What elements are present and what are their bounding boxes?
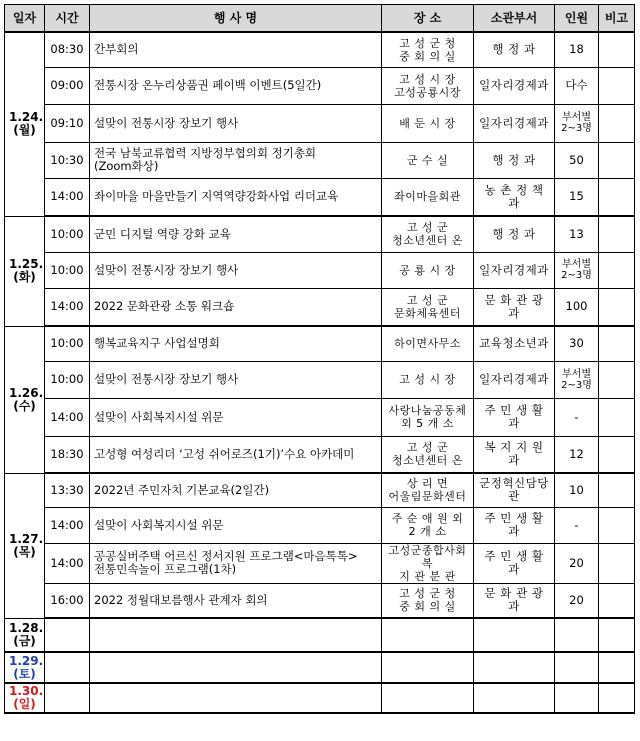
time-cell: 14:00 — [45, 398, 90, 436]
note-cell — [599, 618, 635, 652]
table-row — [5, 652, 635, 683]
table-row — [5, 583, 635, 618]
time-cell: 09:00 — [45, 67, 90, 104]
time-cell: 16:00 — [45, 583, 90, 618]
header-date: 일자 — [5, 5, 45, 33]
note-cell — [599, 142, 635, 178]
place-cell: 고 성 군 청 중 회 의 실 — [382, 583, 474, 618]
note-cell — [599, 288, 635, 326]
place-cell: 사랑나눔공동체 외 5 개 소 — [382, 398, 474, 436]
count-cell: 10 — [555, 473, 599, 507]
count-cell — [555, 683, 599, 713]
event-cell: 2022년 주민자치 기본교육(2일간) — [90, 473, 382, 507]
time-cell: 18:30 — [45, 436, 90, 473]
dept-cell: 일자리경제과 — [474, 104, 555, 142]
table-row — [5, 32, 635, 67]
place-cell: 공 룡 시 장 — [382, 252, 474, 288]
header-note: 비고 — [599, 5, 635, 33]
time-cell: 10:00 — [45, 216, 90, 252]
place-cell — [382, 652, 474, 683]
count-cell: 18 — [555, 32, 599, 67]
time-cell — [45, 618, 90, 652]
dept-cell: 행 정 과 — [474, 32, 555, 67]
date-cell: 1.30. (일) — [5, 683, 45, 713]
place-cell: 고 성 시 장 — [382, 361, 474, 398]
note-cell — [599, 326, 635, 361]
header-dept: 소관부서 — [474, 5, 555, 33]
event-cell: 설맞이 전통시장 장보기 행사 — [90, 361, 382, 398]
event-cell: 설맞이 전통시장 장보기 행사 — [90, 104, 382, 142]
dept-cell: 복 지 지 원 과 — [474, 436, 555, 473]
table-row — [5, 326, 635, 361]
note-cell — [599, 683, 635, 713]
schedule-table — [4, 4, 635, 714]
note-cell — [599, 32, 635, 67]
table-row — [5, 683, 635, 713]
note-cell — [599, 104, 635, 142]
dept-cell: 군정혁신담당관 — [474, 473, 555, 507]
count-cell: 20 — [555, 583, 599, 618]
note-cell — [599, 252, 635, 288]
note-cell — [599, 67, 635, 104]
table-header — [5, 5, 635, 33]
note-cell — [599, 507, 635, 543]
dept-cell: 주 민 생 활 과 — [474, 507, 555, 543]
dept-cell: 문 화 관 광 과 — [474, 288, 555, 326]
table-row — [5, 288, 635, 326]
event-cell: 2022 정월대보름행사 관계자 회의 — [90, 583, 382, 618]
event-cell: 공공실버주택 어르신 정서지원 프로그램<마음톡톡> 전통민속놀이 프로그램(1차) — [90, 543, 382, 583]
table-row — [5, 252, 635, 288]
table-row — [5, 142, 635, 178]
count-cell: 부서별 2~3명 — [555, 252, 599, 288]
time-cell: 08:30 — [45, 32, 90, 67]
event-cell: 행복교육지구 사업설명회 — [90, 326, 382, 361]
place-cell — [382, 618, 474, 652]
table-row — [5, 618, 635, 652]
time-cell: 14:00 — [45, 507, 90, 543]
table-row — [5, 361, 635, 398]
count-cell: 부서별 2~3명 — [555, 361, 599, 398]
count-cell — [555, 652, 599, 683]
dept-cell: 농 촌 정 책 과 — [474, 178, 555, 216]
header-count: 인원 — [555, 5, 599, 33]
dept-cell: 주 민 생 활 과 — [474, 543, 555, 583]
count-cell: 12 — [555, 436, 599, 473]
table-row — [5, 507, 635, 543]
note-cell — [599, 361, 635, 398]
event-cell: 군민 디지털 역량 강화 교육 — [90, 216, 382, 252]
date-cell: 1.25. (화) — [5, 216, 45, 326]
date-cell: 1.28. (금) — [5, 618, 45, 652]
place-cell: 배 둔 시 장 — [382, 104, 474, 142]
dept-cell — [474, 683, 555, 713]
event-cell: 고성형 여성리더 ‘고성 쉬어로즈(1기)’수요 아카데미 — [90, 436, 382, 473]
date-cell: 1.29. (토) — [5, 652, 45, 683]
count-cell: 30 — [555, 326, 599, 361]
table-row — [5, 216, 635, 252]
count-cell: - — [555, 398, 599, 436]
dept-cell — [474, 652, 555, 683]
place-cell — [382, 683, 474, 713]
place-cell: 주 순 애 원 외 2 개 소 — [382, 507, 474, 543]
place-cell: 고 성 시 장 고성공룡시장 — [382, 67, 474, 104]
dept-cell: 일자리경제과 — [474, 252, 555, 288]
count-cell: 20 — [555, 543, 599, 583]
event-cell: 전통시장 온누리상품권 페이백 이벤트(5일간) — [90, 67, 382, 104]
date-cell: 1.27. (목) — [5, 473, 45, 618]
note-cell — [599, 543, 635, 583]
note-cell — [599, 583, 635, 618]
event-cell: 설맞이 사회복지시설 위문 — [90, 398, 382, 436]
table-row — [5, 178, 635, 216]
table-row — [5, 543, 635, 583]
count-cell: 50 — [555, 142, 599, 178]
place-cell: 좌이마을회관 — [382, 178, 474, 216]
count-cell: 13 — [555, 216, 599, 252]
header-place: 장 소 — [382, 5, 474, 33]
dept-cell: 주 민 생 활 과 — [474, 398, 555, 436]
table-row — [5, 473, 635, 507]
table-row — [5, 398, 635, 436]
note-cell — [599, 473, 635, 507]
dept-cell: 교육청소년과 — [474, 326, 555, 361]
time-cell — [45, 683, 90, 713]
time-cell: 10:00 — [45, 361, 90, 398]
time-cell: 10:30 — [45, 142, 90, 178]
dept-cell: 행 정 과 — [474, 142, 555, 178]
dept-cell: 문 화 관 광 과 — [474, 583, 555, 618]
note-cell — [599, 178, 635, 216]
count-cell: 다수 — [555, 67, 599, 104]
place-cell: 군 수 실 — [382, 142, 474, 178]
header-event: 행 사 명 — [90, 5, 382, 33]
note-cell — [599, 652, 635, 683]
count-cell: 15 — [555, 178, 599, 216]
time-cell: 10:00 — [45, 252, 90, 288]
time-cell: 14:00 — [45, 288, 90, 326]
place-cell: 하이면사무소 — [382, 326, 474, 361]
count-cell: - — [555, 507, 599, 543]
place-cell: 고성군종합사회복 지 관 분 관 — [382, 543, 474, 583]
event-cell — [90, 683, 382, 713]
note-cell — [599, 216, 635, 252]
note-cell — [599, 398, 635, 436]
event-cell: 좌이마을 마을만들기 지역역량강화사업 리더교육 — [90, 178, 382, 216]
count-cell: 부서별 2~3명 — [555, 104, 599, 142]
count-cell: 100 — [555, 288, 599, 326]
table-row — [5, 436, 635, 473]
header-time: 시간 — [45, 5, 90, 33]
time-cell: 13:30 — [45, 473, 90, 507]
dept-cell — [474, 618, 555, 652]
time-cell: 09:10 — [45, 104, 90, 142]
event-cell: 설맞이 전통시장 장보기 행사 — [90, 252, 382, 288]
event-cell — [90, 652, 382, 683]
time-cell: 14:00 — [45, 543, 90, 583]
place-cell: 고 성 군 청 중 회 의 실 — [382, 32, 474, 67]
schedule-body — [5, 32, 635, 713]
date-cell: 1.24. (월) — [5, 32, 45, 216]
event-cell — [90, 618, 382, 652]
place-cell: 고 성 군 청소년센터 온 — [382, 436, 474, 473]
dept-cell: 일자리경제과 — [474, 67, 555, 104]
event-cell: 간부회의 — [90, 32, 382, 67]
table-row — [5, 104, 635, 142]
place-cell: 상 리 면 어울림문화센터 — [382, 473, 474, 507]
place-cell: 고 성 군 청소년센터 온 — [382, 216, 474, 252]
time-cell: 10:00 — [45, 326, 90, 361]
event-cell: 설맞이 사회복지시설 위문 — [90, 507, 382, 543]
dept-cell: 일자리경제과 — [474, 361, 555, 398]
note-cell — [599, 436, 635, 473]
event-cell: 2022 문화관광 소통 워크숍 — [90, 288, 382, 326]
time-cell — [45, 652, 90, 683]
count-cell — [555, 618, 599, 652]
event-cell: 전국 남북교류협력 지방정부협의회 정기총회 (Zoom화상) — [90, 142, 382, 178]
place-cell: 고 성 군 문화체육센터 — [382, 288, 474, 326]
date-cell: 1.26. (수) — [5, 326, 45, 473]
dept-cell: 행 정 과 — [474, 216, 555, 252]
time-cell: 14:00 — [45, 178, 90, 216]
table-row — [5, 67, 635, 104]
